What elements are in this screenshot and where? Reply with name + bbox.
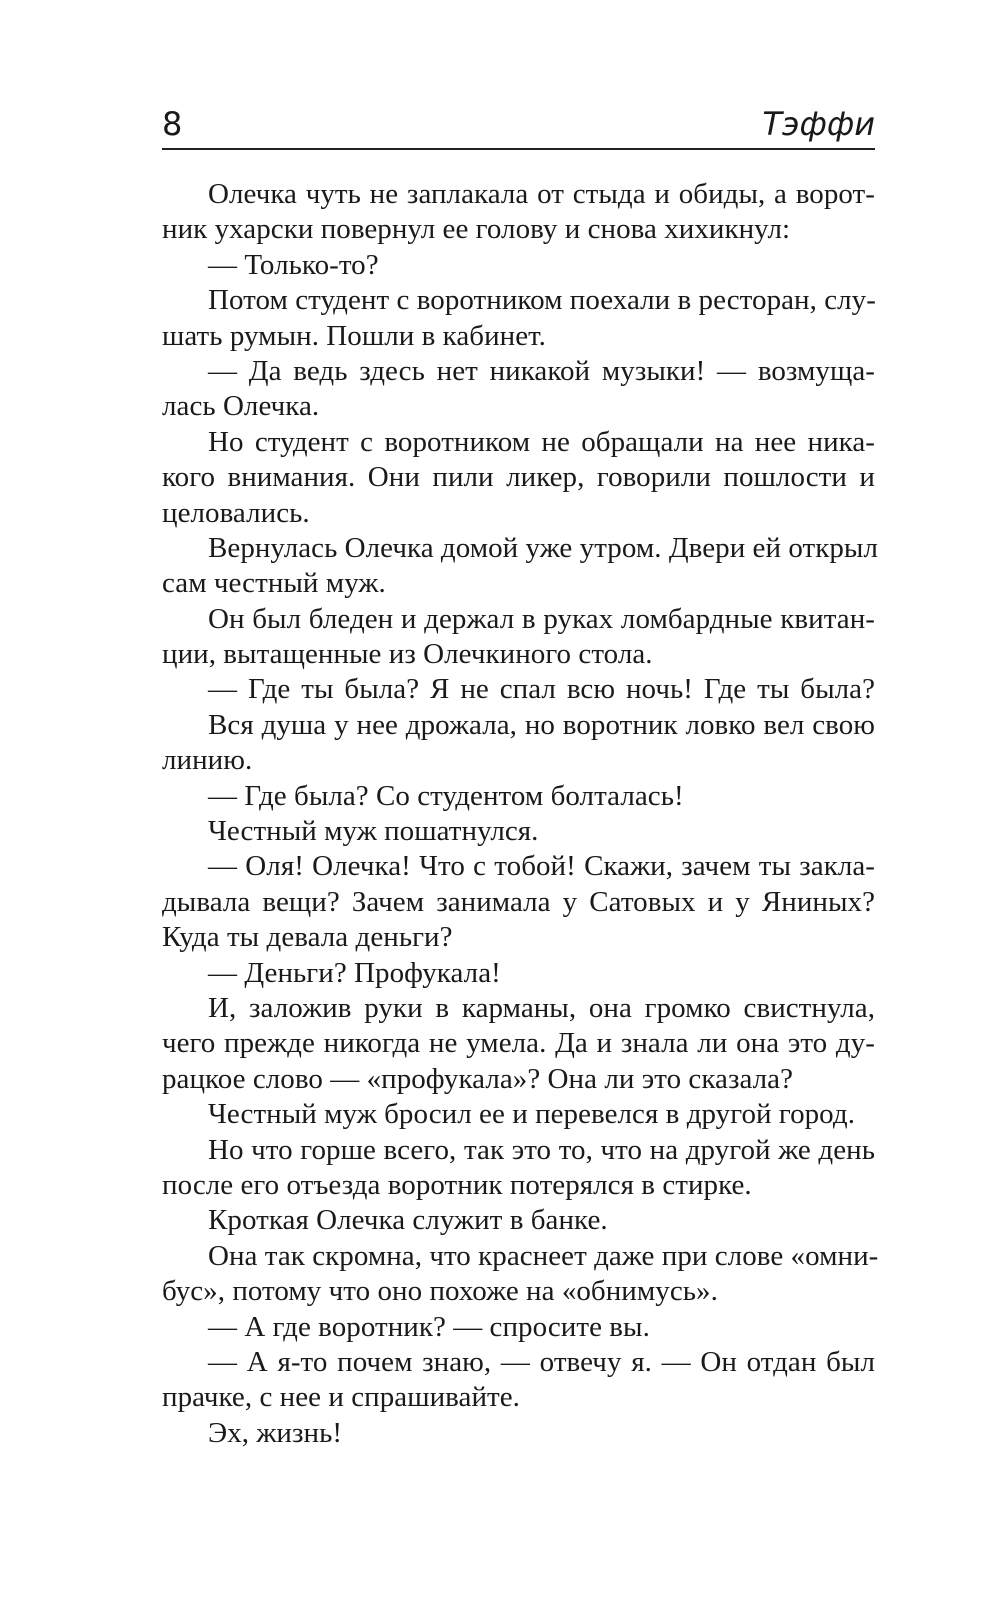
text-line: Но студент с воротником не обращали на нее ника-: [208, 425, 875, 458]
text-line: Эх, жизнь!: [208, 1416, 343, 1449]
text-line: — Только-то?: [208, 248, 379, 281]
text-line: Но что горше всего, так это то, что на другой же день: [208, 1133, 875, 1166]
text-line: Вернулась Олечка домой уже утром. Двери ей открыл: [208, 531, 878, 564]
text-line: — Деньги? Профукала!: [208, 956, 501, 989]
text-line: ник ухарски повернул ее голову и снова хихикнул:: [162, 213, 791, 246]
text-line: чего прежде никогда не умела. Да и знала ли она это ду-: [162, 1027, 875, 1060]
text-line: — Да ведь здесь нет никакой музыки! — возмуща-: [208, 354, 875, 387]
text-line: линию.: [162, 744, 253, 777]
text-line: Честный муж бросил ее и перевелся в другой город.: [208, 1098, 856, 1131]
text-line: сам честный муж.: [162, 567, 386, 600]
running-head-author: Тэффи: [762, 105, 875, 143]
text-line: шать румын. Пошли в кабинет.: [162, 319, 546, 352]
text-line: прачке, с нее и спрашивайте.: [162, 1381, 520, 1414]
text-line: Он был бледен и держал в руках ломбардные квитан-: [208, 602, 875, 635]
text-line: Кроткая Олечка служит в банке.: [208, 1204, 608, 1237]
text-line: ции, вытащенные из Олечкиного стола.: [162, 638, 653, 671]
text-line: кого внимания. Они пили ликер, говорили пошлости и: [162, 461, 875, 494]
text-line: Олечка чуть не заплакала от стыда и обиды, а ворот-: [208, 178, 875, 210]
text-line: Куда ты девала деньги?: [162, 921, 453, 954]
text-line: рацкое слово — «профукала»? Она ли это сказала?: [162, 1062, 794, 1095]
text-line: целовались.: [162, 496, 310, 529]
page-number: 8: [162, 105, 183, 143]
text-line: дывала вещи? Зачем занимала у Сатовых и у Яниных?: [162, 885, 875, 918]
text-line: — А где воротник? — спросите вы.: [208, 1310, 650, 1343]
text-line: Потом студент с воротником поехали в ресторан, слу-: [208, 284, 876, 317]
text-line: — Где была? Со студентом болталась!: [208, 779, 684, 812]
text-line: — Где ты была? Я не спал всю ночь! Где ты была?: [208, 673, 875, 706]
text-line: после его отъезда воротник потерялся в стирке.: [162, 1168, 752, 1201]
text-line: лась Олечка.: [162, 390, 320, 423]
running-head: [162, 104, 875, 150]
text-line: И, заложив руки в карманы, она громко свистнула,: [208, 991, 875, 1024]
text-line: Она так скромна, что краснеет даже при слове «омни-: [208, 1239, 879, 1272]
body-text: [162, 177, 879, 1451]
text-line: — Оля! Олечка! Что с тобой! Скажи, зачем ты закла-: [208, 850, 875, 883]
text-line: Честный муж пошатнулся.: [208, 815, 539, 848]
text-line: — А я-то почем знаю, — отвечу я. — Он отдан был: [208, 1345, 875, 1378]
text-line: бус», потому что оно похоже на «обнимусь».: [162, 1275, 718, 1308]
text-line: Вся душа у нее дрожала, но воротник ловко вел свою: [208, 708, 875, 741]
